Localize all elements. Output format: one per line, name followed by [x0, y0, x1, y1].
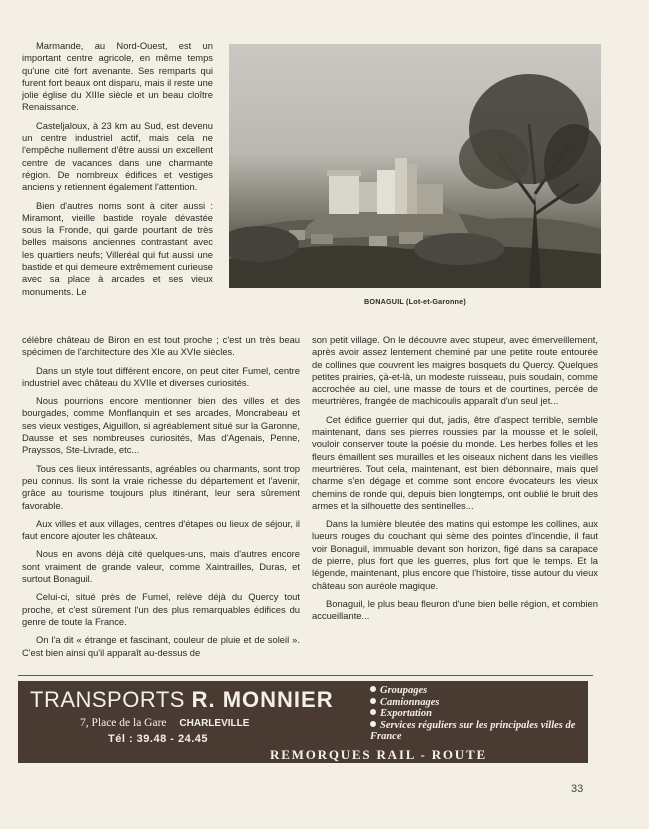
divider-line — [18, 675, 593, 676]
paragraph-edifice: Cet édifice guerrier qui dut, jadis, être d'aspect terrible, semble maintenant, dans ses pierres roussies par la mousse et le soleil, vouloir conserver toute la poésie du monde. Les herbes folles et les fleurs émaillent ses murailles et les oiseaux nichent dans les vieilles meurtrières. Tout cela, maintenant, est bien débonnaire, mais quel charme s'en dégage et comme sont encore évocateurs les vieux chemins de ronde qui, depuis bien longtemps, ont oublié le bruit des armes et la silhouette des sentinelles... — [312, 413, 598, 511]
bullet-icon — [370, 686, 376, 692]
photo-caption: BONAGUIL (Lot-et-Garonne) — [364, 297, 466, 306]
bullet-icon — [370, 698, 376, 704]
right-column — [312, 334, 598, 629]
ad-service-item: Groupages — [370, 685, 585, 697]
bullet-icon — [370, 709, 376, 715]
paragraph-biron: célèbre château de Biron en est tout proche ; c'est un très beau spécimen de l'architecture des XIe au XVIe siècles. — [22, 334, 300, 358]
paragraph-casteljaloux: Casteljaloux, à 23 km au Sud, est devenu un centre industriel actif, mais cela ne l'empêche nullement d'être aussi un excellent centre de vacances dans une charmante région. De nombreux édifices et vestiges anciens y retiennent également l'attention. — [22, 119, 213, 193]
paragraph-other-towns: Bien d'autres noms sont à citer aussi : Miramont, vieille bastide royale dévastée sous la Fronde, qui garde pourtant de très belles maisons anciennes contrastant avec les quartiers neufs; Villeréal qui fut aussi une bastide et qui demeure extrêmement curieuse avec sa place à arcades et ses vieux monuments. Le — [22, 199, 213, 297]
ad-service-item: Camionnages — [370, 697, 585, 709]
paragraph-xaintrailles: Nous en avons déjà cité quelques-uns, mais d'autres encore sont vraiment de grande valeur, comme Xaintrailles, Duras, et surtout Bonaguil. — [22, 548, 300, 585]
paragraph-etrange: On l'a dit « étrange et fascinant, couleur de pluie et de soleil ». C'est bien ainsi qu'il apparaît au-dessus de — [22, 634, 300, 658]
paragraph-village: son petit village. On le découvre avec stupeur, avec émerveillement, après avoir assez lentement cheminé par une petite route entourée de collines que couvrent les maigres bosquets du Quercy. Quelques petites prairies, çà-et-là, un modeste ruisseau, puis soudain, comme accrochée au ciel, une masse de tours et de courtines, percée de meurtrières, frangée de machicoulis apparaît d'un seul jet... — [312, 334, 598, 407]
left-bottom-column — [22, 334, 300, 665]
ad-service-item: Services réguliers sur les principales villes de France — [370, 719, 576, 742]
ad-company-name: R. MONNIER — [191, 687, 334, 712]
ad-rail-route: REMORQUES RAIL - ROUTE — [270, 747, 487, 762]
bonaguil-photo — [229, 44, 601, 288]
ad-street: 7, Place de la Gare — [80, 717, 167, 729]
ad-services-list — [370, 685, 585, 743]
paragraph-fleuron: Bonaguil, le plus beau fleuron d'une bien belle région, et combien accueillante... — [312, 597, 598, 622]
paragraph-lumiere: Dans la lumière bleutée des matins qui estompe les collines, aux lueurs rouges du couchant qui sème des pointes d'incendie, il faut voir Bonaguil, immuable devant son horizon, figé dans sa carapace de pierre, plus fort que les guerres, plus fort que le temps. Et la légende, maintenant, plus encore que l'histoire, tisse autour du vieux château son auréole magique. — [312, 518, 598, 591]
castle-illustration — [229, 44, 601, 288]
ad-title-prefix: TRANSPORTS — [30, 687, 185, 712]
paragraph-quercy: Celui-ci, situé près de Fumel, relève déjà du Quercy tout proche, et c'est sûrement l'un des plus remarquables édifices du genre de toute la France. — [22, 591, 300, 627]
ad-telephone: Tél : 39.48 - 24.45 — [108, 733, 208, 745]
paragraph-lieux: Tous ces lieux intéressants, agréables ou charmants, sont trop peu connus. Ils sont la vraie richesse du département et l'avenir, grâce au tourisme toujours plus itinérant, leur sera sûrement favorable. — [22, 462, 300, 511]
bullet-icon — [370, 721, 376, 727]
ad-title — [30, 687, 334, 713]
page-number: 33 — [571, 783, 584, 795]
ad-address — [80, 717, 249, 729]
ad-service-item: Exportation — [370, 708, 585, 720]
transport-advertisement — [18, 681, 588, 763]
paragraph-marmande: Marmande, au Nord-Ouest, est un important centre agricole, en même temps qu'une cité fort avenante. Ses remparts qui furent fort beaux ont disparu, mais il reste une jolie église du XIIIe siècle et un beau cloître Renaissance. — [22, 40, 213, 113]
paragraph-chateaux: Aux villes et aux villages, centres d'étapes ou lieux de séjour, il faut encore ajouter les châteaux. — [22, 517, 300, 542]
ad-city: CHARLEVILLE — [179, 718, 250, 729]
left-top-column — [22, 40, 213, 304]
paragraph-fumel: Dans un style tout différent encore, on peut citer Fumel, centre industriel avec château du XVIIe et diverses curiosités. — [22, 364, 300, 388]
paragraph-bourgades: Nous pourrions encore mentionner bien des villes et des bourgades, comme Monflanquin et ses arcades, Moncrabeau et ses vieux vestiges, Aiguillon, si agréablement situé sur la Garonne, Dausse et ses nombreuses curiosités, Mas d'Agenais, Penne, Prayssos, Ste-Livrade, etc... — [22, 395, 300, 456]
